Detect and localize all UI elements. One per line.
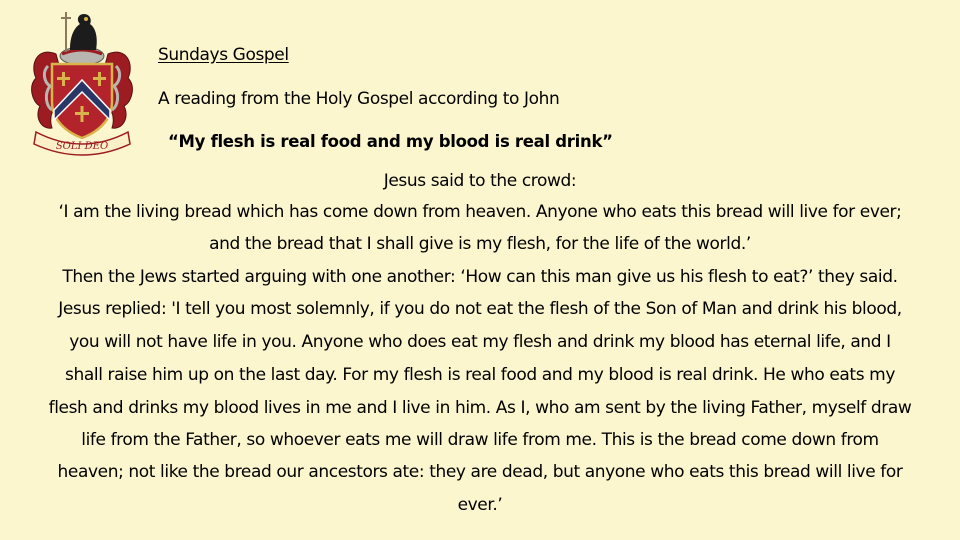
gospel-line: Then the Jews started arguing with one another: ‘How can this man give us his flesh to eat?’ they said. <box>62 267 898 287</box>
gospel-line: ‘I am the living bread which has come down from heaven. Anyone who eats this bread will live for ever; <box>58 202 902 222</box>
gospel-line: you will not have life in you. Anyone who does eat my flesh and drink my blood has eternal life, and I <box>69 332 891 352</box>
gospel-line: ever.’ <box>457 495 503 515</box>
reading-intro: A reading from the Holy Gospel according to John <box>158 89 560 109</box>
gospel-quote-title: “My flesh is real food and my blood is real drink” <box>168 132 613 151</box>
gospel-line: life from the Father, so whoever eats me will draw life from me. This is the bread come down from <box>81 430 879 450</box>
school-crest-logo <box>26 6 138 158</box>
slide-heading: Sundays Gospel <box>158 45 289 65</box>
gospel-line: shall raise him up on the last day. For my flesh is real food and my blood is real drink. He who eats my <box>65 365 895 385</box>
svg-text:SOLI DEO: SOLI DEO <box>55 141 109 152</box>
gospel-line: Jesus replied: 'I tell you most solemnly, if you do not eat the flesh of the Son of Man and drink his blood, <box>58 299 902 319</box>
gospel-line: Jesus said to the crowd: <box>383 171 577 191</box>
gospel-line: flesh and drinks my blood lives in me and I live in him. As I, who am sent by the living Father, myself draw <box>48 398 912 418</box>
gospel-line: and the bread that I shall give is my flesh, for the life of the world.’ <box>209 234 751 254</box>
gospel-line: heaven; not like the bread our ancestors ate: they are dead, but anyone who eats this bread will live for <box>57 462 903 482</box>
